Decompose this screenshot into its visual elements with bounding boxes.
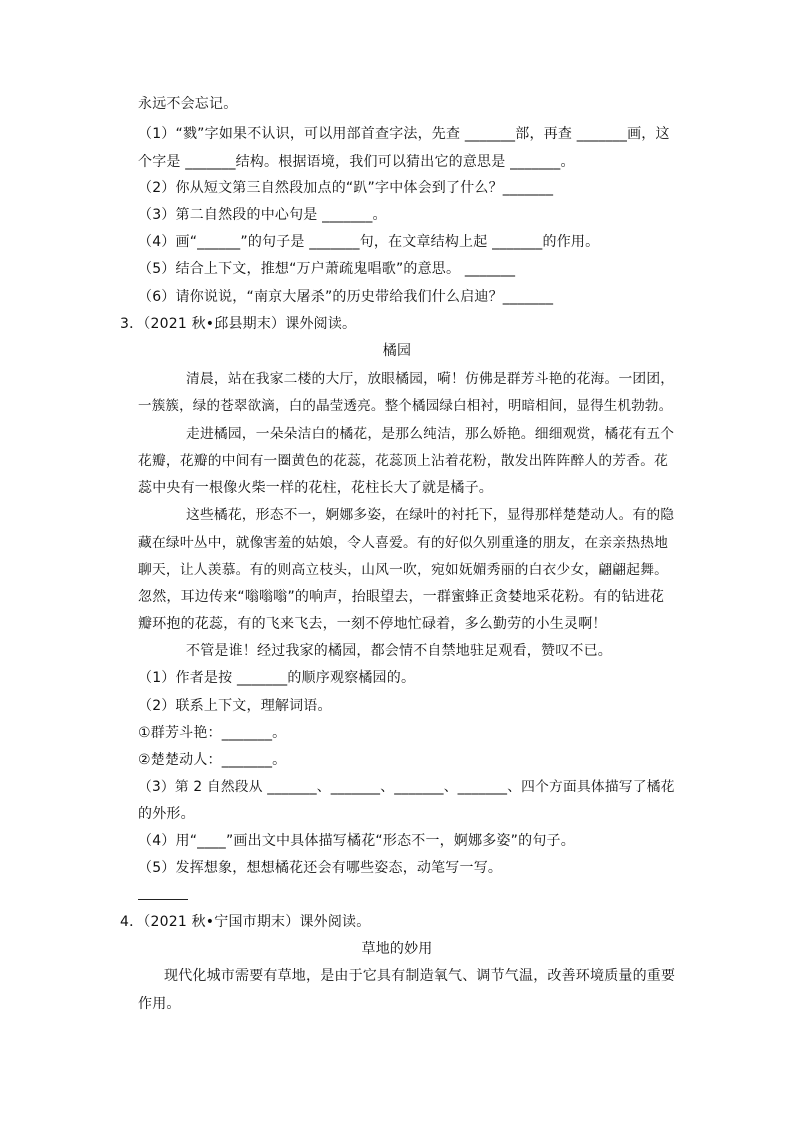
answer-blank-line (138, 899, 188, 900)
section3-paragraph-line: 一簇簇，绿的苍翠欲滴，白的晶莹透亮。整个橘园绿白相衬，明暗相间，显得生机勃勃。 (138, 398, 673, 414)
section3-paragraph-line: 聊天，让人羡慕。有的则高立枝头，山风一吹，宛如妩媚秀丽的白衣少女，翩翩起舞。 (138, 562, 669, 578)
section2-question-1-cont: 个字是 _______结构。根据语境，我们可以猜出它的意思是 _______。 (138, 154, 575, 170)
section4-paragraph-line: 现代化城市需要有草地，是由于它具有制造氧气、调节气温，改善环境质量的重要 (164, 968, 676, 984)
section4-paragraph-line: 作用。 (138, 996, 181, 1012)
section2-question-1: （1）“戮”字如果不认识，可以用部首查字法，先查 _______部，再查 _______画，这 (138, 126, 670, 142)
section3-question-1: （1）作者是按 _______的顺序观察橘园的。 (138, 670, 416, 686)
section3-question-2a: ①群芳斗艳：_______。 (138, 725, 287, 741)
section2-question-3: （3）第二自然段的中心句是 _______。 (138, 207, 387, 223)
section3-paragraph-line: 蕊中央有一根像火柴一样的花柱，花柱长大了就是橘子。 (138, 480, 493, 496)
section2-question-6: （6）请你说说，“南京大屠杀”的历史带给我们什么启迪？_______ (138, 289, 554, 305)
section3-question-5: （5）发挥想象，想想橘花还会有哪些姿态，动笔写一写。 (138, 860, 503, 876)
section4-title: 草地的妙用 (361, 941, 433, 957)
section3-header: 3．（2021 秋•邱县期末）课外阅读。 (120, 316, 357, 332)
section2-tail: 永远不会忘记。 (138, 96, 238, 112)
section3-title: 橘园 (382, 343, 412, 359)
section3-paragraph-line: 瓣环抱的花蕊，有的飞来飞去，一刻不停地忙碌着，多么勤劳的小生灵啊！ (138, 616, 607, 632)
section2-question-4: （4）画“______”的句子是 _______句，在文章结构上起 _______的作用。 (138, 234, 600, 250)
section3-paragraph-line: 清晨，站在我家二楼的大厅，放眼橘园，嗬！仿佛是群芳斗艳的花海。一团团， (186, 371, 675, 387)
section3-paragraph-line: 忽然，耳边传来“嗡嗡嗡”的响声，抬眼望去，一群蜜蜂正贪婪地采花粉。有的钻进花 (138, 589, 665, 605)
section3-paragraph-line: 这些橘花，形态不一，婀娜多姿，在绿叶的衬托下，显得那样楚楚动人。有的隐 (186, 507, 675, 523)
section3-paragraph-line: 藏在绿叶丛中，就像害羞的姑娘，令人喜爱。有的好似久别重逢的朋友，在亲亲热热地 (138, 535, 669, 551)
section3-paragraph-line: 走进橘园，一朵朵洁白的橘花，是那么纯洁，那么娇艳。细细观赏，橘花有五个 (186, 426, 675, 442)
section2-question-2: （2）你从短文第三自然段加点的“趴”字中体会到了什么？_______ (138, 180, 554, 196)
section3-question-3: （3）第 2 自然段从 _______、_______、_______、_______、四个方面具体描写了橘花 (138, 779, 675, 795)
section3-question-2b: ②楚楚动人：_______。 (138, 752, 287, 768)
section4-header: 4．（2021 秋•宁国市期末）课外阅读。 (120, 914, 371, 930)
section3-question-2: （2）联系上下文，理解词语。 (138, 698, 332, 714)
section3-paragraph-line: 不管是谁！经过我家的橘园，都会情不自禁地驻足观看，赞叹不已。 (186, 643, 612, 659)
section2-question-5: （5）结合上下文，推想“万户萧疏鬼唱歌”的意思。 _______ (138, 261, 516, 277)
section3-question-4: （4）用“____”画出文中具体描写橘花“形态不一，婀娜多姿”的句子。 (138, 833, 575, 849)
section3-question-3-cont: 的外形。 (138, 806, 195, 822)
section3-paragraph-line: 花瓣，花瓣的中间有一圈黄色的花蕊，花蕊顶上沾着花粉，散发出阵阵醉人的芳香。花 (138, 453, 669, 469)
